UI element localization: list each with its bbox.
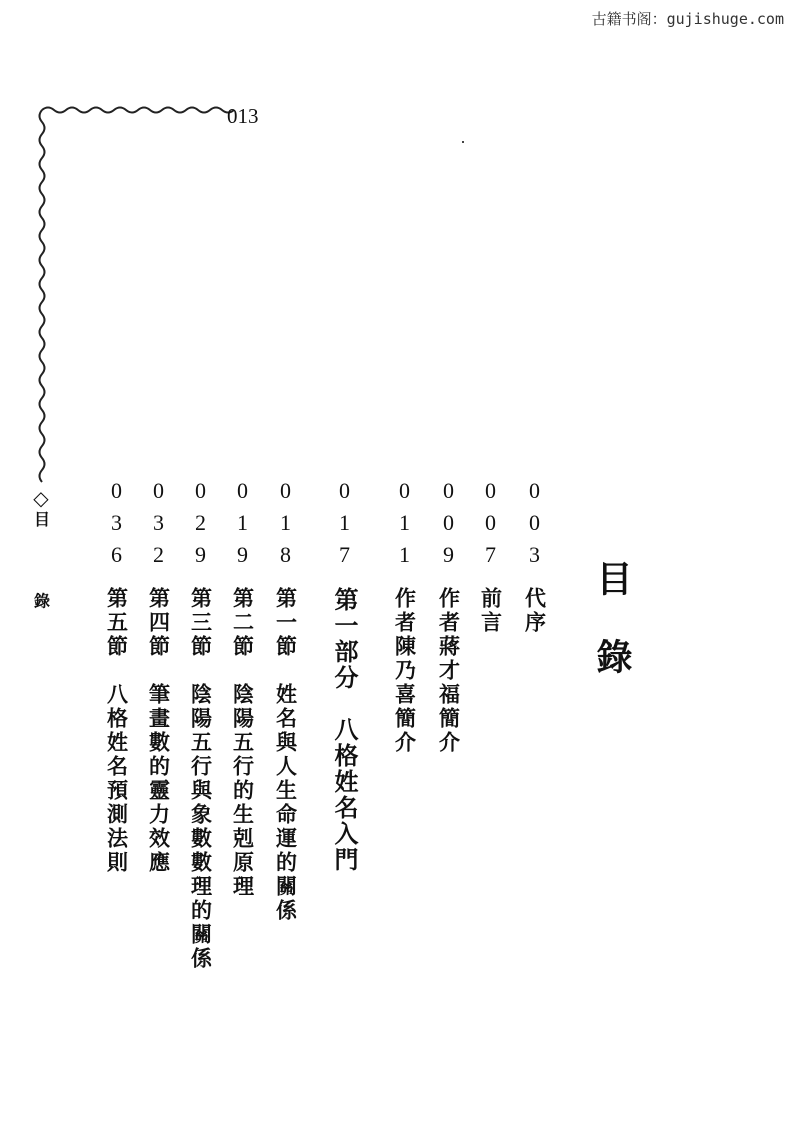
toc-page-number: 011 bbox=[392, 478, 417, 574]
toc-page-number: 032 bbox=[146, 478, 171, 574]
toc-entry[interactable] bbox=[227, 478, 257, 899]
toc-title: 作者陳乃喜簡介 bbox=[392, 587, 417, 755]
toc-page-number: 018 bbox=[273, 478, 298, 574]
toc-title: 第一部分 八格姓名入門 bbox=[330, 587, 358, 873]
toc-entry[interactable] bbox=[185, 478, 215, 971]
toc-entry[interactable] bbox=[389, 478, 419, 755]
toc-page-number: 007 bbox=[478, 478, 503, 574]
diamond-marker-icon: ◇ bbox=[33, 486, 49, 510]
toc-heading: 目錄 bbox=[591, 560, 632, 716]
toc-entry[interactable] bbox=[270, 478, 300, 923]
toc-entry-part[interactable] bbox=[329, 478, 359, 873]
toc-title: 第五節 八格姓名預測法則 bbox=[104, 587, 129, 875]
toc-title: 第四節 筆畫數的靈力效應 bbox=[146, 587, 171, 875]
page-number: 013 bbox=[227, 104, 259, 128]
toc-title: 第二節 陰陽五行的生剋原理 bbox=[230, 587, 255, 899]
toc-title: 作者蔣才福簡介 bbox=[436, 587, 461, 755]
toc-title: 前言 bbox=[478, 587, 503, 635]
toc-entry[interactable] bbox=[143, 478, 173, 875]
toc-page-number: 003 bbox=[522, 478, 547, 574]
side-section-label bbox=[30, 487, 52, 639]
toc-entry[interactable] bbox=[433, 478, 463, 755]
toc-entry[interactable] bbox=[475, 478, 505, 635]
toc-page-number: 029 bbox=[188, 478, 213, 574]
toc-title: 代序 bbox=[522, 587, 547, 635]
toc-entry[interactable] bbox=[101, 478, 131, 875]
toc-title: 第三節 陰陽五行與象數數理的關係 bbox=[188, 587, 213, 971]
decorative-corner-border bbox=[28, 96, 238, 496]
toc-page-number: 036 bbox=[104, 478, 129, 574]
toc-entry[interactable] bbox=[519, 478, 549, 635]
print-speck bbox=[462, 141, 464, 143]
toc-title: 第一節 姓名與人生命運的關係 bbox=[273, 587, 298, 923]
watermark: 古籍书阁：gujishuge.com bbox=[591, 10, 784, 28]
side-label-text: 目 錄 bbox=[31, 511, 51, 639]
toc-page-number: 019 bbox=[230, 478, 255, 574]
toc-page-number: 009 bbox=[436, 478, 461, 574]
toc-page-number: 017 bbox=[332, 478, 357, 574]
